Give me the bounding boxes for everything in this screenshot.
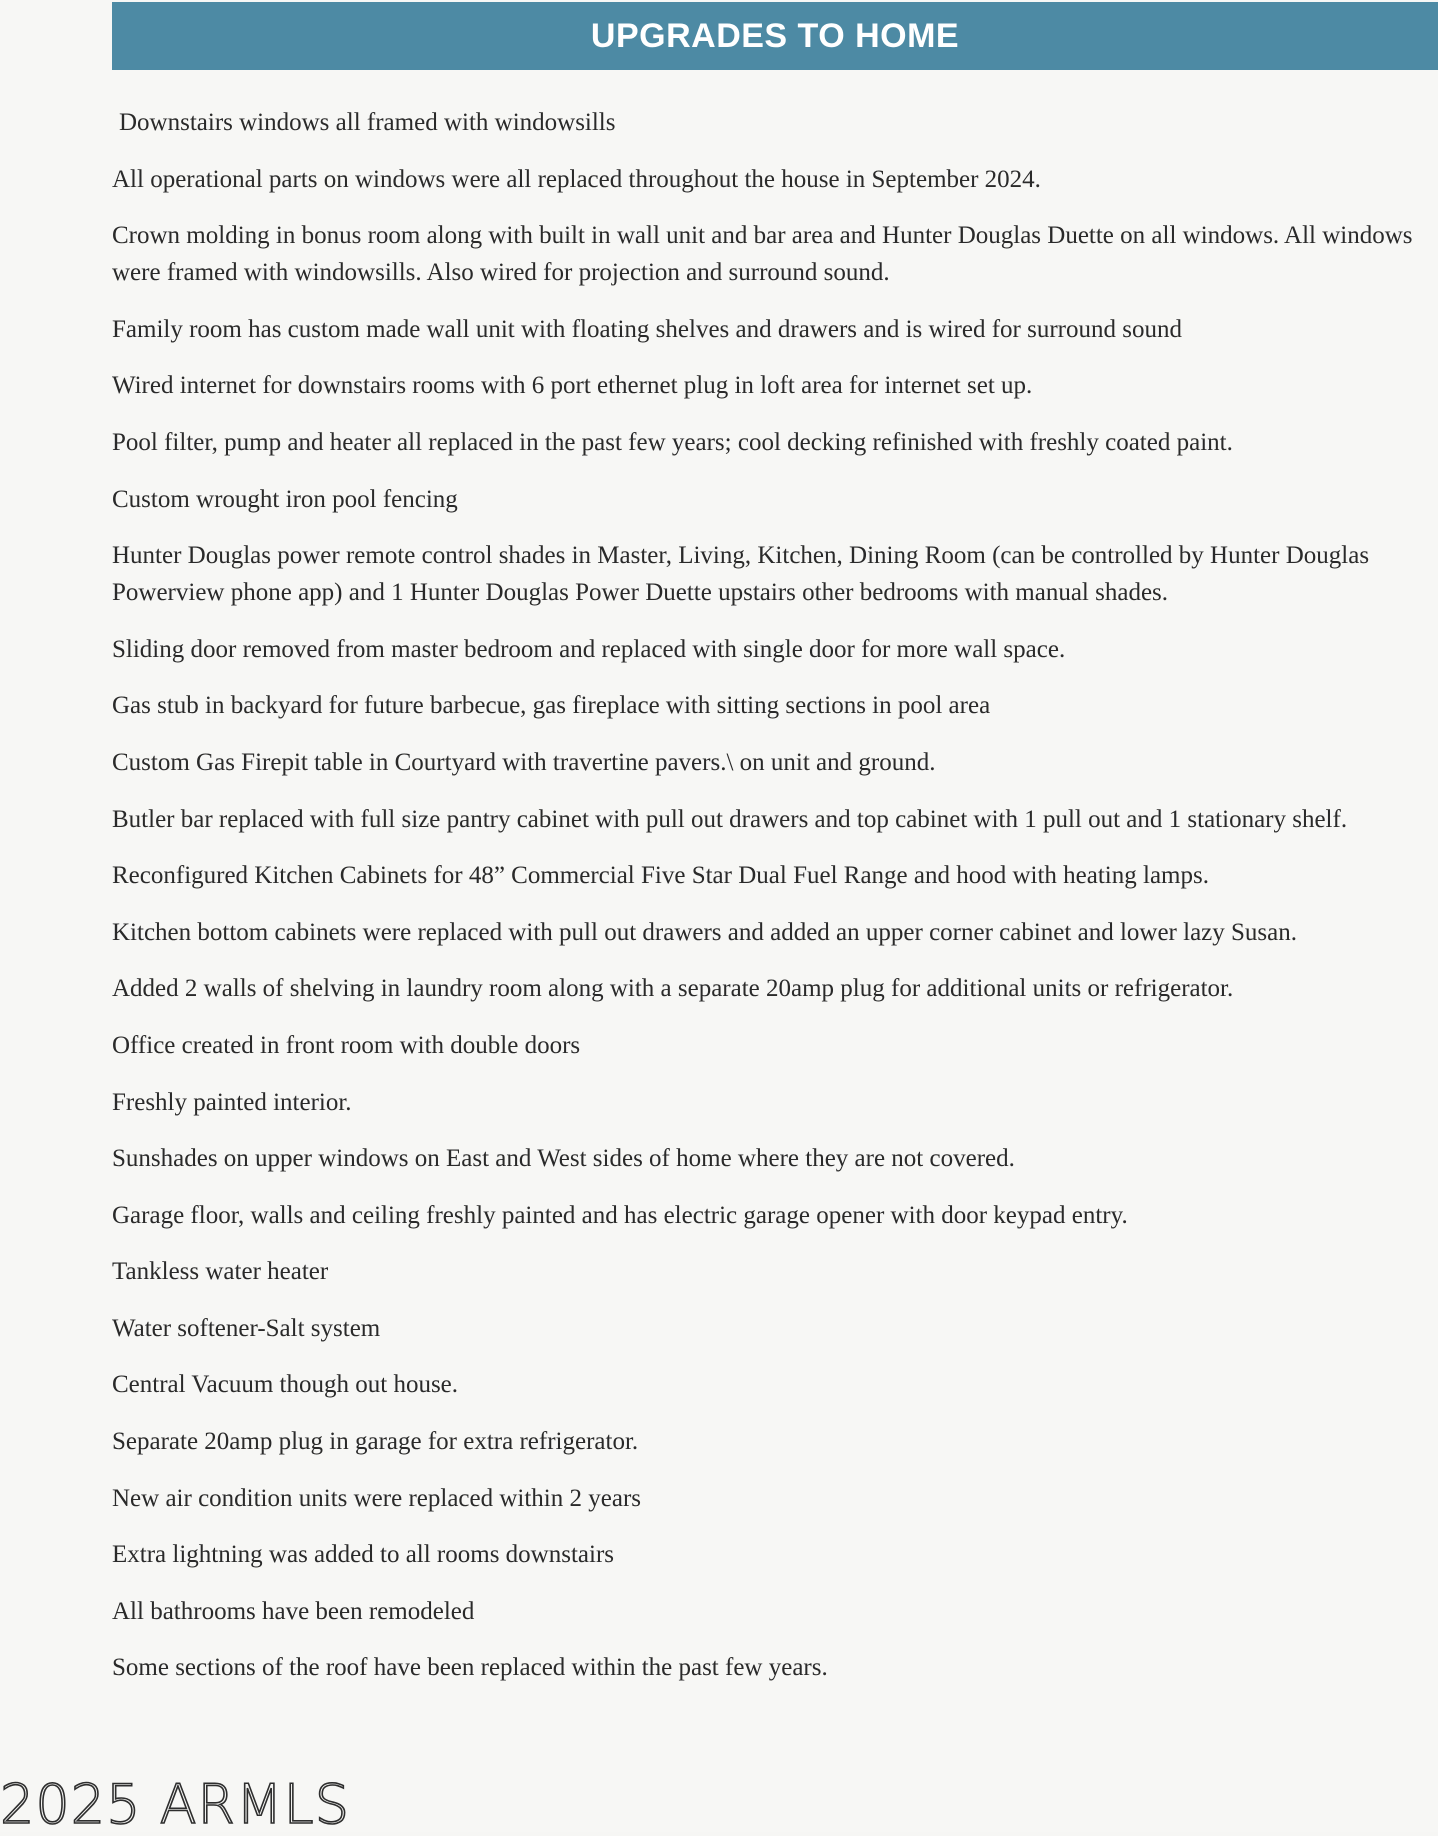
list-item: Hunter Douglas power remote control shades in Master, Living, Kitchen, Dining Room (can be controlled by Hunter Douglas Powerview phone app) and 1 Hunter Douglas Power Duette upstairs other bedrooms with manual shades. (112, 542, 1370, 607)
list-item: Downstairs windows all framed with windowsills (119, 109, 616, 136)
list-item: Family room has custom made wall unit with floating shelves and drawers and is wired for surround sound (112, 315, 1182, 343)
upgrades-list (112, 104, 1432, 1706)
list-item: Kitchen bottom cabinets were replaced with pull out drawers and added an upper corner cabinet and lower lazy Susan. (112, 918, 1297, 946)
list-item: Pool filter, pump and heater all replaced in the past few years; cool decking refinished with freshly coated paint. (112, 428, 1233, 456)
list-item: Sunshades on upper windows on East and West sides of home where they are not covered. (112, 1145, 1015, 1173)
list-item: Butler bar replaced with full size pantry cabinet with pull out drawers and top cabinet with 1 pull out and 1 stationary shelf. (112, 805, 1348, 833)
list-item: Wired internet for downstairs rooms with 6 port ethernet plug in loft area for internet set up. (112, 372, 1033, 400)
list-item: Freshly painted interior. (112, 1088, 352, 1116)
copyright-watermark: 2025 ARMLS (0, 1773, 351, 1836)
list-item: Garage floor, walls and ceiling freshly painted and has electric garage opener with door keypad entry. (112, 1201, 1128, 1229)
list-item: Sliding door removed from master bedroom and replaced with single door for more wall space. (112, 635, 1066, 663)
page-title: UPGRADES TO HOME (590, 16, 960, 55)
list-item: Some sections of the roof have been replaced within the past few years. (112, 1654, 828, 1682)
list-item: Crown molding in bonus room along with built in wall unit and bar area and Hunter Douglas Duette on all windows. All windows were framed with windowsills. Also wired for projection and surround sound. (112, 222, 1413, 287)
list-item: Tankless water heater (112, 1258, 329, 1286)
list-item: Custom Gas Firepit table in Courtyard with travertine pavers.\ on unit and ground. (112, 748, 936, 776)
list-item: Added 2 walls of shelving in laundry room along with a separate 20amp plug for additional units or refrigerator. (112, 975, 1234, 1003)
header-banner (112, 2, 1438, 70)
list-item: All bathrooms have been remodeled (112, 1597, 475, 1625)
list-item: Reconfigured Kitchen Cabinets for 48” Commercial Five Star Dual Fuel Range and hood with heating lamps. (112, 862, 1209, 890)
list-item: Gas stub in backyard for future barbecue, gas fireplace with sitting sections in pool area (112, 692, 991, 720)
list-item: Custom wrought iron pool fencing (112, 485, 458, 513)
list-item: Extra lightning was added to all rooms downstairs (112, 1541, 615, 1569)
list-item: New air condition units were replaced within 2 years (112, 1484, 641, 1512)
list-item: Central Vacuum though out house. (112, 1371, 459, 1399)
list-item: Office created in front room with double doors (112, 1031, 581, 1059)
list-item: Separate 20amp plug in garage for extra refrigerator. (112, 1428, 639, 1456)
list-item: All operational parts on windows were all replaced throughout the house in September 2024. (112, 165, 1041, 193)
list-item: Water softener-Salt system (112, 1314, 381, 1342)
